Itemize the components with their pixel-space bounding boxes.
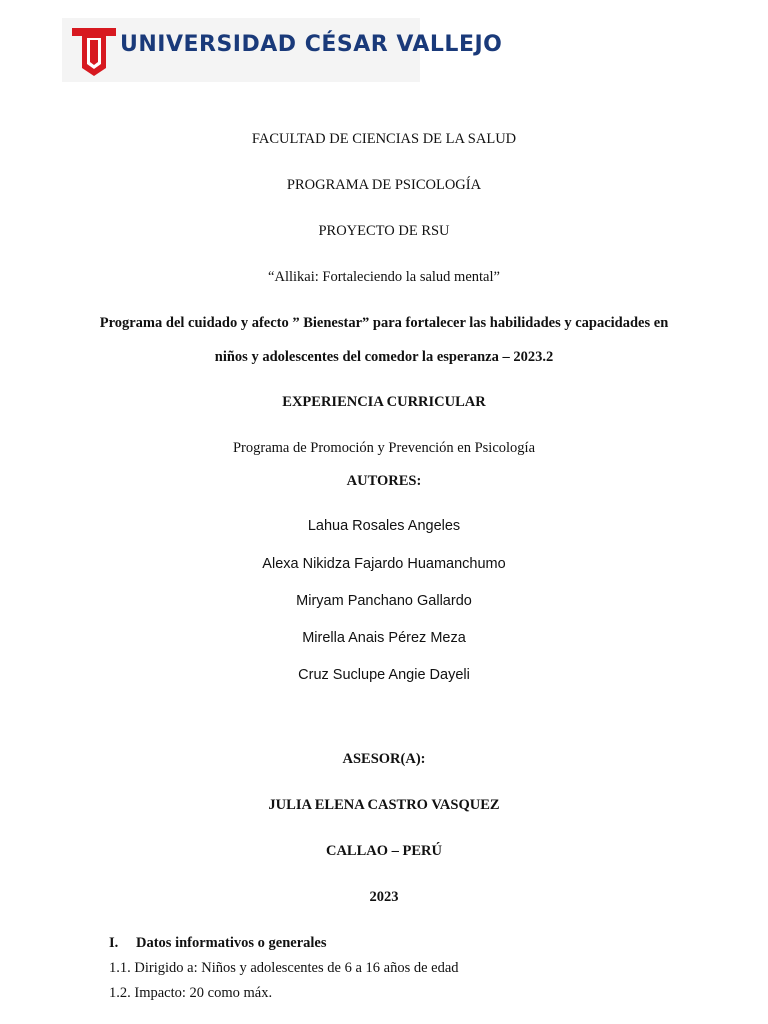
section-item: 1.1. Dirigido a: Niños y adolescentes de 6 a 16 años de edad (109, 960, 459, 976)
project-type: PROYECTO DE RSU (318, 223, 450, 239)
section-numeral: I. (109, 935, 119, 951)
advisor-heading: ASESOR(A): (342, 751, 426, 767)
experience-heading: EXPERIENCIA CURRICULAR (282, 394, 486, 410)
university-name: UNIVERSIDAD CÉSAR VALLEJO (120, 32, 503, 57)
section-heading: Datos informativos o generales (136, 935, 327, 951)
section-item: 1.2. Impacto: 20 como máx. (109, 985, 273, 1001)
advisor-name: JULIA ELENA CASTRO VASQUEZ (268, 797, 500, 813)
title-line-1: Programa del cuidado y afecto ” Bienestar” para fortalecer las habilidades y capacidades en (99, 315, 669, 331)
author-name: Alexa Nikidza Fajardo Huamanchumo (262, 556, 506, 572)
author-name: Lahua Rosales Angeles (307, 518, 461, 534)
uvc-emblem-icon (70, 24, 118, 76)
year: 2023 (369, 889, 399, 905)
authors-heading: AUTORES: (346, 473, 422, 489)
project-name: “Allikai: Fortaleciendo la salud mental” (268, 269, 500, 285)
university-logo (62, 18, 503, 82)
title-line-2: niños y adolescentes del comedor la esperanza – 2023.2 (214, 349, 554, 365)
author-name: Mirella Anais Pérez Meza (302, 630, 466, 646)
location: CALLAO – PERÚ (325, 843, 442, 859)
faculty-name: FACULTAD DE CIENCIAS DE LA SALUD (251, 131, 517, 147)
experience-name: Programa de Promoción y Prevención en Psicología (232, 440, 536, 456)
author-name: Miryam Panchano Gallardo (296, 593, 472, 609)
program-name: PROGRAMA DE PSICOLOGÍA (286, 177, 482, 193)
author-name: Cruz Suclupe Angie Dayeli (298, 667, 470, 683)
